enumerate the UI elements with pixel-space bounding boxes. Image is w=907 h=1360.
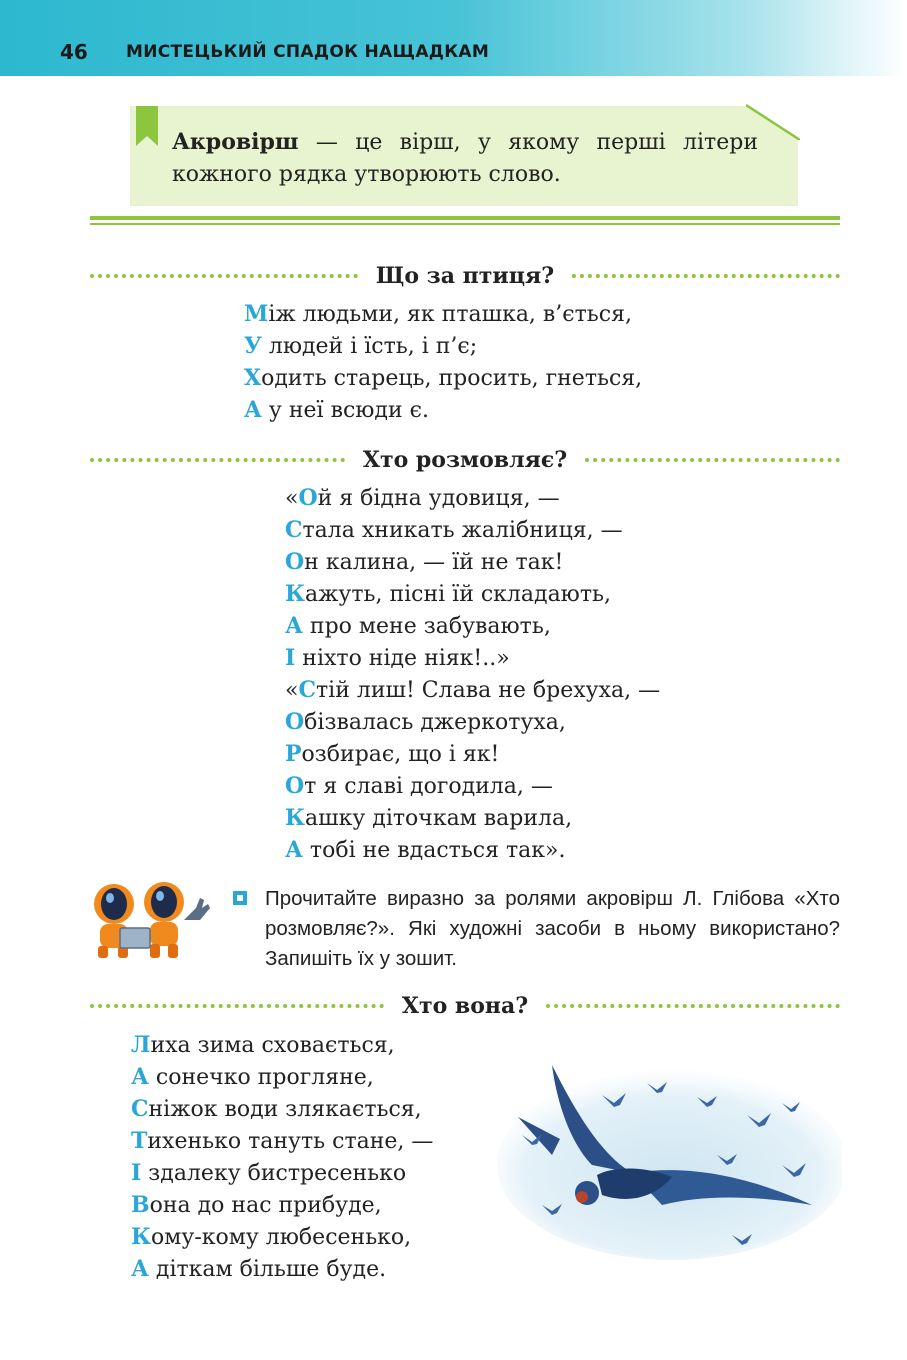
acrostic-letter: Т [131, 1128, 148, 1154]
acrostic-letter: А [131, 1256, 149, 1282]
task-text: Прочитайте виразно за ролями акровірш Л. Глібова «Хто розмовляє?». Які художні засоби в ньому використано? Запишіть їх у зошит. [265, 887, 840, 970]
poem-line: Он калина, — їй не так! [285, 549, 564, 575]
dotted-rule [90, 274, 358, 278]
poem-line: Кашку діточкам варила, [285, 805, 573, 831]
robots-illustration [88, 880, 212, 962]
poem-title: Хто вона? [401, 993, 529, 1019]
poem-line: От я славі догодила, — [285, 773, 553, 799]
section-title: МИСТЕЦЬКИЙ СПАДОК НАЩАДКАМ [126, 42, 490, 62]
poem-line: «Стій лиш! Слава не брехуха, — [285, 677, 661, 703]
acrostic-letter: І [131, 1160, 142, 1186]
acrostic-letter: С [285, 517, 303, 543]
poem-title: Що за птиця? [375, 263, 555, 289]
definition-term: Акровірш [172, 129, 299, 155]
acrostic-letter: С [298, 677, 316, 703]
poem-line: Сніжок води злякається, [131, 1096, 422, 1122]
poem-3 [131, 1029, 433, 1285]
acrostic-letter: А [285, 837, 303, 863]
poem-line: Тихенько тануть стане, — [131, 1128, 434, 1154]
poem-2 [285, 482, 660, 866]
poem-1 [244, 298, 642, 426]
bookmark-icon [136, 106, 158, 146]
poem-line: Кому-кому любесенько, [131, 1224, 412, 1250]
poem-line: Розбирає, що і як! [285, 741, 500, 767]
poem-line: Обізвалась джеркотуха, [285, 709, 566, 735]
acrostic-letter: У [244, 333, 262, 359]
acrostic-letter: А [131, 1064, 149, 1090]
acrostic-letter: О [285, 773, 305, 799]
poem-line: А сонечко прогляне, [131, 1064, 374, 1090]
acrostic-letter: Р [285, 741, 302, 767]
poem-line: Стала хникать жалібниця, — [285, 517, 623, 543]
acrostic-letter: О [285, 709, 305, 735]
dotted-rule [585, 458, 840, 462]
poem-line: Між людьми, як пташка, в’ється, [244, 301, 632, 327]
acrostic-letter: А [285, 613, 303, 639]
acrostic-letter: О [285, 549, 305, 575]
page-number: 46 [60, 40, 88, 64]
poem-title: Хто розмовляє? [362, 447, 568, 473]
acrostic-letter: І [285, 645, 296, 671]
poem-heading-2 [90, 443, 840, 477]
poem-heading-3 [90, 989, 840, 1023]
acrostic-letter: К [131, 1224, 152, 1250]
poem-line: І здалеку бистресенько [131, 1160, 407, 1186]
poem-line: А діткам більше буде. [131, 1256, 387, 1282]
definition-body: — це вірш, у якому перші літери кожного рядка утворюють слово. [172, 130, 758, 187]
acrostic-letter: Л [131, 1032, 151, 1058]
poem-line: «Ой я бідна удовиця, — [285, 485, 560, 511]
poem-line: І ніхто ніде ніяк!..» [285, 645, 510, 671]
dotted-rule [90, 458, 345, 462]
poem-line: Кажуть, пісні їй складають, [285, 581, 611, 607]
divider-thin [90, 223, 840, 225]
acrostic-letter: О [298, 485, 318, 511]
acrostic-letter: К [285, 805, 306, 831]
poem-heading-1 [90, 259, 840, 293]
acrostic-letter: К [285, 581, 306, 607]
poem-line: А про мене забувають, [285, 613, 551, 639]
dotted-rule [572, 274, 840, 278]
poem-line: У людей і їсть, і п’є; [244, 333, 478, 359]
definition-box [130, 106, 798, 206]
acrostic-letter: А [244, 397, 262, 423]
acrostic-letter: С [131, 1096, 149, 1122]
square-bullet-icon [233, 891, 247, 905]
poem-line: Лиха зима сховається, [131, 1032, 395, 1058]
swallows-illustration [482, 1055, 842, 1270]
dotted-rule [90, 1004, 384, 1008]
poem-line: А тобі не вдасться так». [285, 837, 566, 863]
acrostic-letter: М [244, 301, 269, 327]
poem-line: Ходить старець, просить, гнеться, [244, 365, 643, 391]
poem-line: А у неї всюди є. [244, 397, 429, 423]
page-header [0, 0, 907, 76]
poem-line: Вона до нас прибуде, [131, 1192, 382, 1218]
divider-thick [90, 216, 840, 220]
definition-text [172, 126, 758, 191]
dotted-rule [546, 1004, 840, 1008]
acrostic-letter: Х [244, 365, 262, 391]
acrostic-letter: В [131, 1192, 150, 1218]
